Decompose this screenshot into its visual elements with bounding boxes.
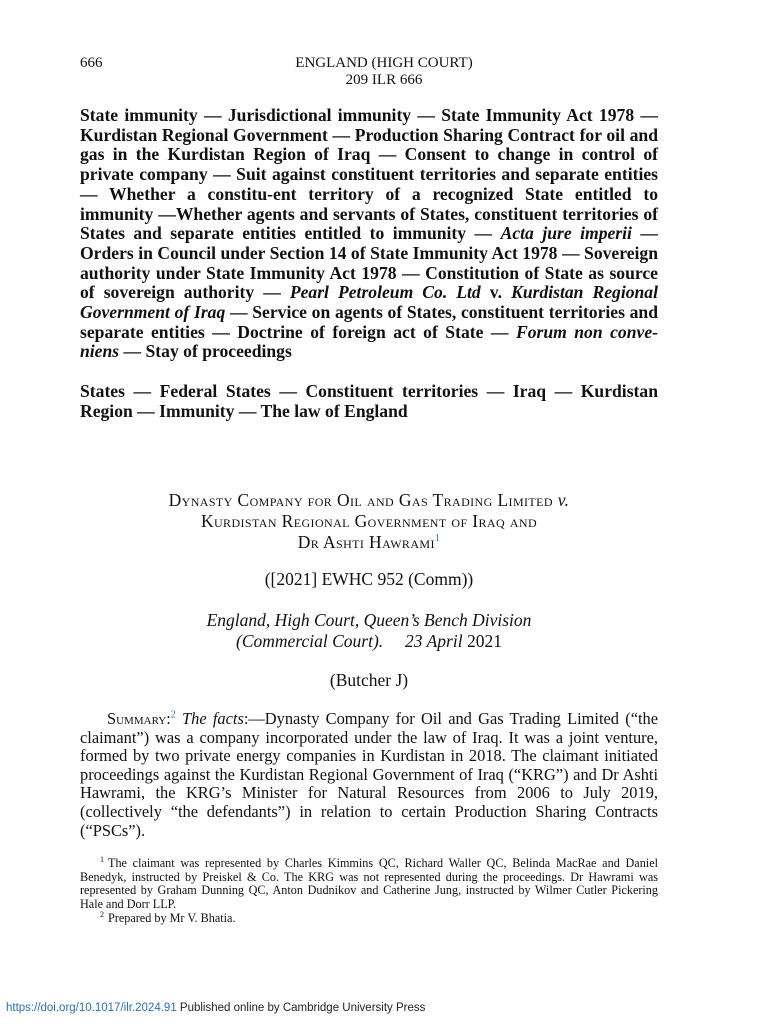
keywords-paragraph-2: States — Federal States — Constituent territories — Iraq — Kurdistan Region — Immunity — The law of England	[80, 381, 658, 421]
judge: (Butcher J)	[329, 670, 409, 690]
doi-link[interactable]: https://doi.org/10.1017/ilr.2024.91	[6, 1002, 177, 1014]
judgment-year: 2021	[466, 631, 502, 651]
publisher-note: Published online by Cambridge University Press	[176, 1002, 426, 1014]
footnote-text: Prepared by Mr V. Bhatia.	[108, 910, 236, 925]
footnote-number: 1	[100, 854, 104, 864]
party-defendant-1: Kurdistan Regional Government of Iraq and	[200, 511, 538, 531]
summary-label: Summary:	[107, 709, 171, 728]
running-head-report-ref: 209 ILR 666	[345, 72, 423, 88]
running-head	[0, 55, 768, 89]
page-number: 666	[80, 55, 103, 71]
footnote-ref-1[interactable]: 1	[434, 533, 441, 545]
page-footer	[6, 1002, 425, 1014]
footnote-text: The claimant was represented by Charles Kimmins QC, Richard Waller QC, Belinda MacRae and Daniel Benedyk, instructed by Preiskel & Co. The KRG was not represented during the proceedings. Dr Hawrami was represented by Graham Dunning QC, Anton Dudnikov and Catherine Jung, instructed by Wilmer Cutler Pickering Hale and Dorr LLP.	[80, 856, 658, 912]
keywords-paragraph-1	[80, 106, 658, 362]
keywords-block	[80, 106, 658, 422]
keywords-text: — Orders in Council under Section 14 of State Immunity Act 1978 — Sovereign authority under State Immunity Act 1978 — Constitution of State as source of sovereign authority —	[80, 223, 659, 303]
keywords-italic-term: Acta jure imperii	[500, 223, 632, 244]
summary-text: :—Dynasty Company for Oil and Gas Trading Limited (“the claimant”) was a company incorporated under the law of Iraq. It was a joint venture, formed by two private energy companies in Kurdistan in 2018. The claimant initiated proceedings against the Kurdistan Regional Government of Iraq (“KRG”) and Dr Ashti Hawrami, the KRG’s Minister for Natural Resources from 2006 to July 2019, (collectively “the defendants”) in relation to certain Production Sharing Contracts (“PSCs”).	[80, 709, 658, 840]
keywords-case-party: Pearl Petroleum Co. Ltd	[289, 282, 481, 303]
case-parties	[80, 490, 658, 553]
summary-paragraph	[80, 710, 658, 840]
keywords-text: State immunity — Jurisdictional immunity — State Immunity Act 1978 — Kurdistan Regional Government — Production Sharing Contract for oil and gas in the Kurdistan Region of Iraq — Consent to change in control of private company — Suit against constituent territories and separate entities — Whether a constitu-ent territory of a recognized State entitled to immunity —Whether agents and servants of States, constituent territories of States and separate entities entitled to immunity —	[80, 105, 658, 244]
keywords-text: — Stay of proceedings	[119, 341, 292, 362]
court-info	[80, 610, 658, 652]
court-name: England, High Court, Queen’s Bench Division	[206, 610, 532, 630]
footnote-ref-2[interactable]: 2	[170, 709, 176, 721]
keywords-versus: v.	[480, 282, 512, 303]
neutral-citation: ([2021] EWHC 952 (Comm))	[264, 569, 474, 589]
running-head-court: ENGLAND (HIGH COURT)	[295, 55, 473, 71]
facts-label: The facts	[182, 709, 244, 728]
party-claimant: Dynasty Company for Oil and Gas Trading Limited	[168, 490, 553, 510]
party-defendant-2: Dr Ashti Hawrami	[297, 532, 435, 552]
court-division: (Commercial Court).	[236, 631, 384, 651]
footnote-number: 2	[100, 909, 104, 919]
versus: v.	[557, 490, 570, 510]
judgment-date: 23 April	[405, 631, 463, 651]
footnote-2	[80, 909, 658, 926]
footnote-1	[80, 854, 658, 912]
keywords-text: — Service on agents of States, constituent territories and separate entities — Doctrine of foreign act of State —	[80, 302, 658, 342]
keywords-case-party: Kurdistan Regional Government of Iraq	[80, 282, 658, 323]
footnotes	[80, 854, 658, 926]
keywords-italic-term: Forum non conve-niens	[80, 321, 658, 362]
